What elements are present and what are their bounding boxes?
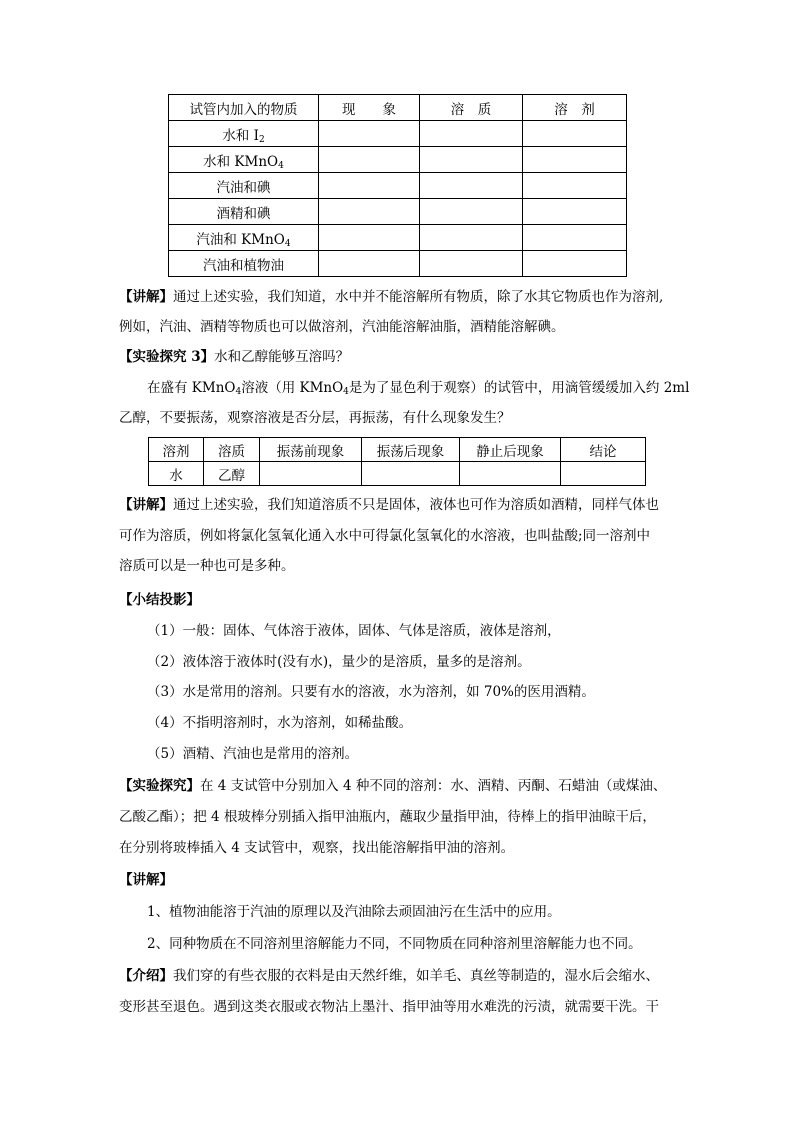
paragraph-text: 例如，汽油、酒精等物质也可以做溶剂，汽油能溶解油脂，酒精能溶解碘。 [119, 319, 565, 335]
table-cell [420, 225, 523, 251]
substance-cell [169, 225, 319, 251]
paragraph-text: 通过上述实验，我们知道溶质不只是固体，液体也可作为溶质如酒精，同样气体也 [173, 497, 659, 513]
procedure-text: 乙醇，不要振荡，观察溶液是否分层，再振荡，有什么现象发生？ [119, 410, 511, 426]
substance-cell: 酒精和碘 [169, 199, 319, 225]
table-header-cell: 溶 质 [420, 95, 523, 121]
substance-label: 汽油和 KMnO [196, 231, 285, 248]
table-header-cell: 振荡前现象 [260, 438, 362, 462]
table-cell [319, 121, 420, 147]
subscript: 4 [284, 238, 291, 249]
table-cell [523, 225, 627, 251]
paragraph-text: 乙酸乙酯）；把 4 根玻棒分别插入指甲油瓶内，蘸取少量指甲油，待棒上的指甲油晾干后， [119, 809, 656, 825]
table-cell [523, 173, 627, 199]
text-span: 在盛有 KMnO [147, 380, 236, 396]
table-header-row [169, 95, 627, 121]
table-cell: 乙醇 [204, 462, 260, 486]
paragraph-text: 在分别将玻棒插入 4 支试管中，观察，找出能溶解指甲油的溶剂。 [119, 840, 515, 856]
section-tag: 【讲解】 [119, 497, 173, 513]
substance-cell: 汽油和植物油 [169, 251, 319, 277]
substance-label: 水和 KMnO [203, 153, 279, 170]
subscript: 4 [278, 160, 284, 171]
table-row [169, 173, 627, 199]
section-tag: 【讲解】 [119, 289, 173, 305]
paragraph-text: 可作为溶质，例如将氯化氢氧化通入水中可得氯化氢氧化的水溶液，也叫盐酸;同一溶剂中 [119, 528, 651, 544]
table-row [169, 199, 627, 225]
table-header-cell: 试管内加入的物质 [169, 95, 319, 121]
experiment-table-1 [168, 94, 627, 277]
table-cell [362, 462, 460, 486]
explanation-paragraph-2 [119, 495, 659, 515]
substance-cell: 汽油和碘 [169, 173, 319, 199]
table-row [169, 251, 627, 277]
paragraph-text: 我们穿的有些衣服的衣料是由天然纤维，如羊毛、真丝等制造的，湿水后会缩水、 [173, 968, 659, 984]
table-cell [523, 121, 627, 147]
substance-cell [169, 121, 319, 147]
summary-item: （4）不指明溶剂时，水为溶剂，如稀盐酸。 [147, 715, 413, 731]
table-header-cell: 溶质 [204, 438, 260, 462]
section-tag: 【实验探究】 [119, 778, 200, 794]
explanation-item: 1、植物油能溶于汽油的原理以及汽油除去顽固油污在生活中的应用。 [147, 904, 561, 920]
paragraph-text: 通过上述实验，我们知道，水中并不能溶解所有物质，除了水其它物质也作为溶剂, [173, 289, 664, 305]
section-tag: 【介绍】 [119, 968, 173, 984]
procedure-text [147, 378, 689, 398]
substance-cell [169, 147, 319, 173]
table-cell [319, 173, 420, 199]
text-span: 溶液（用 KMnO [241, 380, 344, 396]
table-cell [460, 462, 561, 486]
paragraph-text: 水和乙醇能够互溶吗？ [214, 349, 350, 365]
summary-item: （5）酒精、汽油也是常用的溶剂。 [147, 746, 359, 762]
summary-item: （1）一般：固体、气体溶于液体，固体、气体是溶质，液体是溶剂， [147, 623, 561, 639]
table-cell [319, 199, 420, 225]
explanation-heading: 【讲解】 [119, 872, 173, 888]
table-cell: 水 [149, 462, 204, 486]
table-cell [561, 462, 646, 486]
table-row [169, 225, 627, 251]
table-header-cell: 现 象 [319, 95, 420, 121]
experiment-table-2 [148, 437, 646, 486]
table-row [149, 462, 646, 486]
table-cell [319, 147, 420, 173]
table-header-cell: 溶剂 [149, 438, 204, 462]
table-cell [420, 147, 523, 173]
table-header-cell: 振荡后现象 [362, 438, 460, 462]
text-span: 是为了显色利于观察）的试管中，用滴管缓缓加入约 2ml [348, 380, 690, 396]
experiment-heading-3 [119, 347, 349, 367]
explanation-item: 2、同种物质在不同溶剂里溶解能力不同，不同物质在同种溶剂里溶解能力也不同。 [147, 936, 642, 952]
table-cell [420, 121, 523, 147]
subscript: 4 [235, 387, 242, 397]
table-cell [420, 173, 523, 199]
table-cell [420, 199, 523, 225]
table-cell [420, 251, 523, 277]
table-row [169, 147, 627, 173]
table-cell [523, 251, 627, 277]
paragraph-text: 在 4 支试管中分别加入 4 种不同的溶剂：水、酒精、丙酮、石蜡油（或煤油、 [200, 778, 667, 794]
summary-item: （3）水是常用的溶剂。只要有水的溶液，水为溶剂，如 70%的医用酒精。 [147, 684, 595, 700]
subscript: 2 [258, 134, 265, 145]
table-cell [523, 147, 627, 173]
table-cell [319, 225, 420, 251]
table-row [169, 121, 627, 147]
substance-label: 水和 I [222, 127, 259, 144]
table-cell [319, 251, 420, 277]
table-cell [260, 462, 362, 486]
table-header-cell: 结论 [561, 438, 646, 462]
table-header-row [149, 438, 646, 462]
summary-item: （2）液体溶于液体时(没有水)，量少的是溶质，量多的是溶剂。 [147, 654, 531, 670]
experiment-heading [119, 776, 666, 796]
table-cell [523, 199, 627, 225]
subscript: 4 [343, 387, 349, 397]
introduction-paragraph [119, 966, 659, 986]
explanation-paragraph-1 [119, 287, 663, 307]
paragraph-text: 溶质可以是一种也可是多种。 [119, 558, 295, 574]
paragraph-text: 变形甚至退色。遇到这类衣服或衣物沾上墨汁、指甲油等用水难洗的污渍，就需要干洗。干 [119, 999, 659, 1015]
section-tag: 【实验探究 3】 [119, 349, 215, 365]
table-header-cell: 溶 剂 [523, 95, 627, 121]
summary-heading: 【小结投影】 [119, 592, 200, 608]
table-header-cell: 静止后现象 [460, 438, 561, 462]
